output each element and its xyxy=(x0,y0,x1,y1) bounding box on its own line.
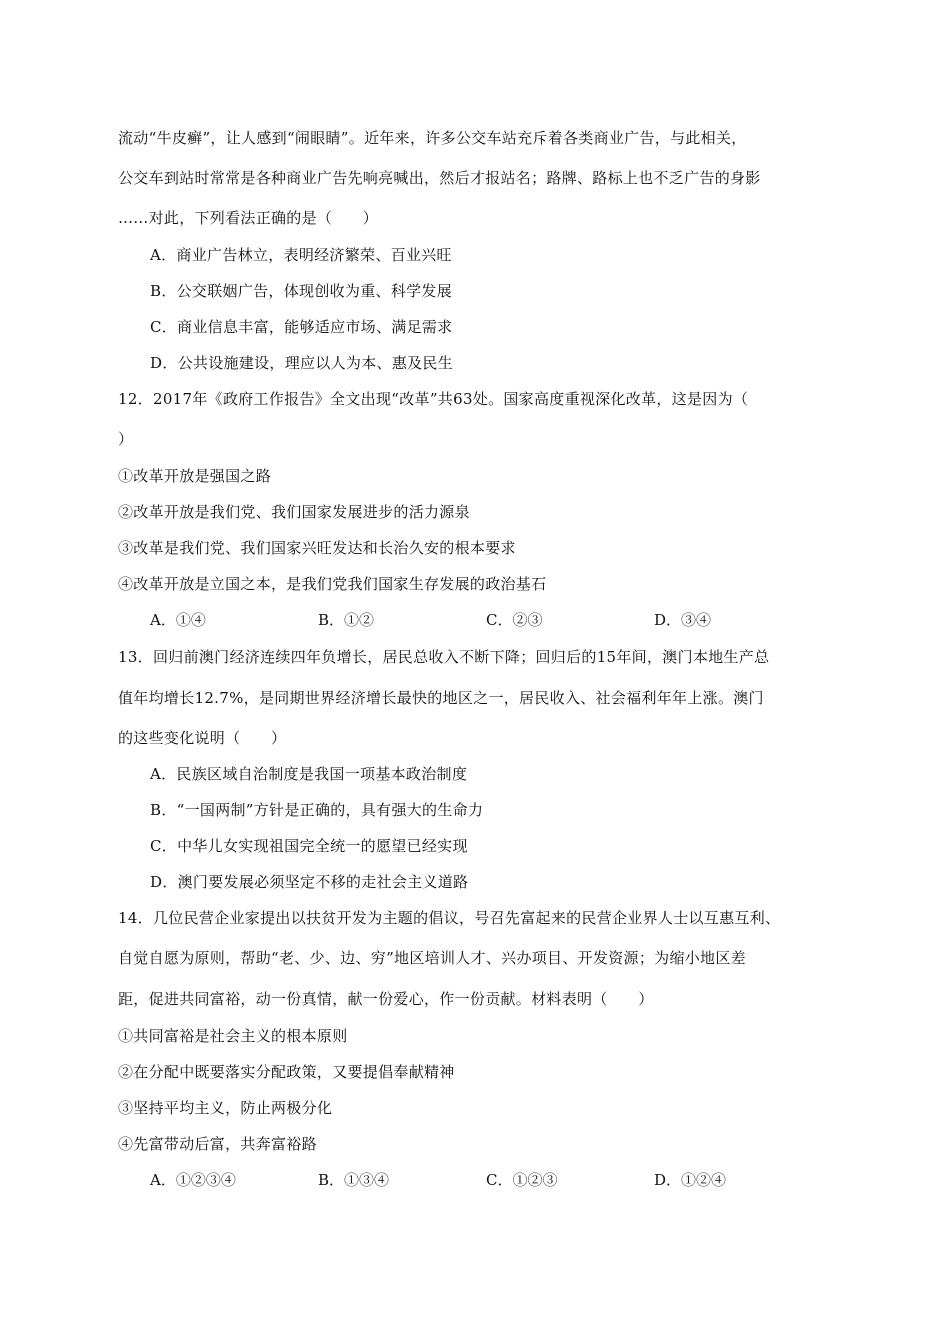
q11-stem-line-2: 公交车到站时常常是各种商业广告先响亮喊出，然后才报站名；路牌、路标上也不乏广告的身影 xyxy=(118,169,761,187)
q11-option-b: B．公交联姻广告，体现创收为重、科学发展 xyxy=(150,282,453,300)
q14-option-c: C．①②③ xyxy=(486,1171,558,1189)
q12-option-c: C．②③ xyxy=(486,611,543,629)
q13-stem-line-3: 的这些变化说明（ ） xyxy=(118,729,287,747)
q13-stem-line-2: 值年均增长12.7%，是同期世界经济增长最快的地区之一，居民收入、社会福利年年上涨。澳门 xyxy=(118,689,764,707)
q12-options-row xyxy=(150,610,790,630)
q11-stem-line-1: 流动“牛皮癣”，让人感到“闹眼睛”。近年来，许多公交车站充斥着各类商业广告，与此相关， xyxy=(118,129,747,147)
q14-option-d: D．①②④ xyxy=(654,1171,727,1189)
q13-stem-line-1: 13．回归前澳门经济连续四年负增长，居民总收入不断下降；回归后的15年间，澳门本地生产总 xyxy=(118,648,770,666)
q14-statement-3: ③坚持平均主义，防止两极分化 xyxy=(118,1099,333,1117)
q14-statement-2: ②在分配中既要落实分配政策，又要提倡奉献精神 xyxy=(118,1063,455,1081)
q11-option-d: D．公共设施建设，理应以人为本、惠及民生 xyxy=(150,354,454,372)
q12-statement-4: ④改革开放是立国之本，是我们党我们国家生存发展的政治基石 xyxy=(118,575,547,593)
q13-option-d: D．澳门要发展必须坚定不移的走社会主义道路 xyxy=(150,873,469,891)
q11-option-a: A．商业广告林立，表明经济繁荣、百业兴旺 xyxy=(150,246,452,264)
q12-stem-line-2: ） xyxy=(118,430,134,448)
q14-stem-line-3: 距，促进共同富裕，动一份真情，献一份爱心，作一份贡献。材料表明（ ） xyxy=(118,990,654,1008)
q12-statement-2: ②改革开放是我们党、我们国家发展进步的活力源泉 xyxy=(118,503,470,521)
q14-options-row xyxy=(150,1170,790,1190)
q12-statement-1: ①改革开放是强国之路 xyxy=(118,467,272,485)
q14-statement-1: ①共同富裕是社会主义的根本原则 xyxy=(118,1027,348,1045)
q12-option-d: D．③④ xyxy=(654,611,712,629)
q12-option-b: B．①② xyxy=(318,611,375,629)
q14-stem-line-1: 14．几位民营企业家提出以扶贫开发为主题的倡议，号召先富起来的民营企业界人士以互惠互利、 xyxy=(118,909,781,927)
q14-option-a: A．①②③④ xyxy=(150,1171,236,1189)
q14-stem-line-2: 自觉自愿为原则，帮助“老、少、边、穷”地区培训人才、兴办项目、开发资源；为缩小地区差 xyxy=(118,949,746,967)
q12-statement-3: ③改革是我们党、我们国家兴旺发达和长治久安的根本要求 xyxy=(118,539,516,557)
q12-stem-line-1: 12．2017年《政府工作报告》全文出现“改革”共63处。国家高度重视深化改革，这是因为（ xyxy=(118,390,749,408)
q13-option-b: B．“一国两制”方针是正确的，具有强大的生命力 xyxy=(150,801,484,819)
q13-option-a: A．民族区域自治制度是我国一项基本政治制度 xyxy=(150,765,468,783)
q14-statement-4: ④先富带动后富，共奔富裕路 xyxy=(118,1135,317,1153)
q12-option-a: A．①④ xyxy=(150,611,206,629)
q11-stem-line-3: ……对此，下列看法正确的是（ ） xyxy=(118,209,379,227)
q14-option-b: B．①③④ xyxy=(318,1171,390,1189)
q13-option-c: C．中华儿女实现祖国完全统一的愿望已经实现 xyxy=(150,837,468,855)
q11-option-c: C．商业信息丰富，能够适应市场、满足需求 xyxy=(150,318,453,336)
